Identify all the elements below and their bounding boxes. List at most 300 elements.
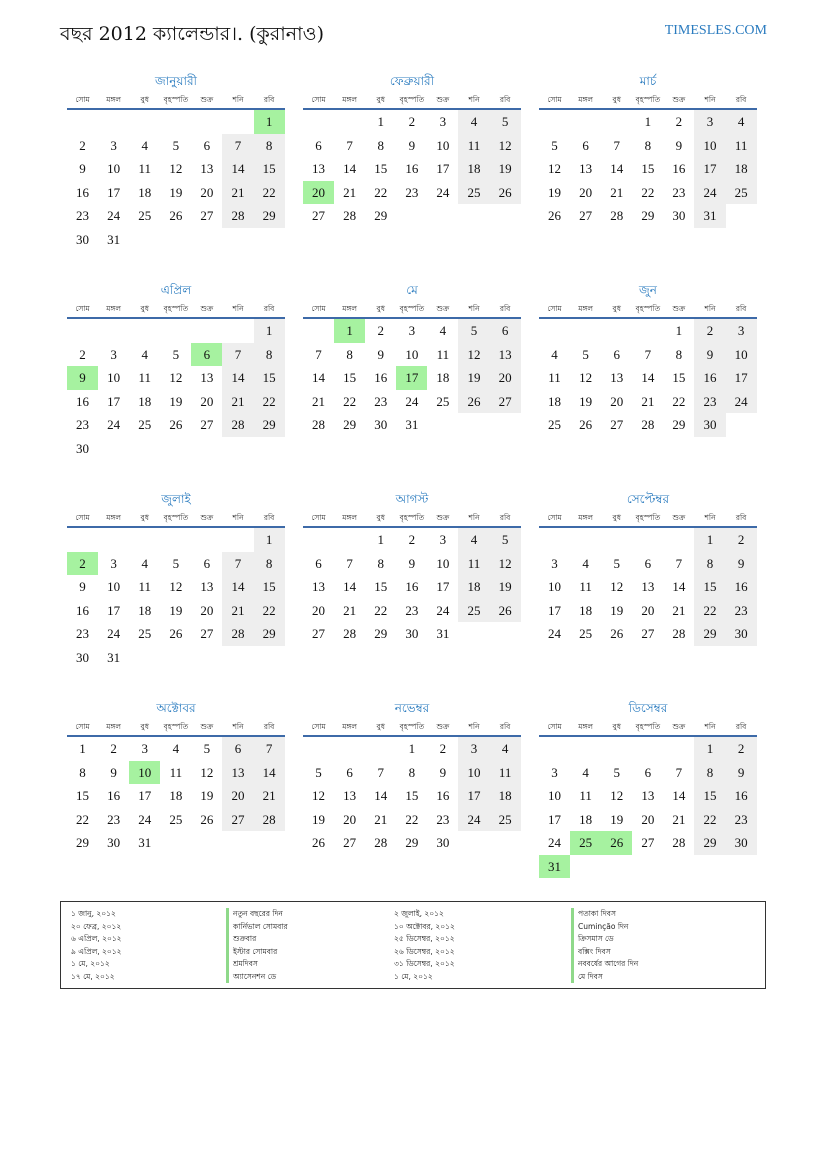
day-cell: 3 xyxy=(439,114,447,129)
weekday-label: সোম xyxy=(547,722,562,731)
day-cell: 1 xyxy=(644,114,652,129)
empty-cell xyxy=(601,737,632,761)
day-cell: 23 xyxy=(76,626,90,641)
day-cell: 30 xyxy=(374,417,388,432)
empty-cell xyxy=(191,528,222,552)
day-cell: 17 xyxy=(436,161,450,176)
day-cell: 19 xyxy=(169,184,183,200)
holiday-name: শ্রমদিবস xyxy=(226,958,288,971)
weekday-label: বুধ xyxy=(612,722,621,731)
month-days xyxy=(539,737,757,878)
day-cell: 8 xyxy=(254,343,285,367)
day-cell: 25 xyxy=(548,417,562,432)
day-cell: 23 xyxy=(436,811,450,827)
day-cell: 27 xyxy=(579,208,593,223)
day-cell: 21 xyxy=(254,784,285,808)
day-cell: 12 xyxy=(458,343,489,367)
day-cell: 13 xyxy=(490,343,521,367)
day-cell: 3 xyxy=(110,346,117,362)
month-name: মার্চ xyxy=(639,74,657,88)
day-cell: 4 xyxy=(551,346,558,362)
day-cell: 8 xyxy=(79,764,86,780)
empty-cell xyxy=(663,737,694,761)
weekday-header xyxy=(539,299,757,319)
day-cell: 25 xyxy=(458,599,489,623)
day-cell: 18 xyxy=(138,184,152,200)
holiday-name: Cuminção দিন xyxy=(571,921,638,934)
day-cell: 21 xyxy=(641,393,655,409)
day-cell: 25 xyxy=(138,208,152,223)
day-cell: 20 xyxy=(490,366,521,390)
day-cell: 12 xyxy=(169,370,183,385)
day-cell: 18 xyxy=(458,575,489,599)
weekday-label: মঙ্গল xyxy=(578,513,593,522)
day-cell: 19 xyxy=(579,393,593,409)
month-days xyxy=(67,737,285,855)
day-cell: 7 xyxy=(315,346,322,362)
day-cell: 30 xyxy=(76,440,90,456)
weekday-label: শুক্র xyxy=(436,722,450,731)
day-cell: 21 xyxy=(610,184,624,200)
day-cell: 10 xyxy=(436,555,450,571)
holiday-date: ২০ ফেব্র, ২০১২ xyxy=(71,921,122,931)
day-cell: 31 xyxy=(107,231,121,247)
day-cell: 7 xyxy=(346,137,353,153)
weekday-label: বুধ xyxy=(140,95,149,104)
weekday-label: রবি xyxy=(499,513,511,522)
day-cell: 22 xyxy=(374,184,388,200)
empty-cell xyxy=(129,319,160,343)
day-cell: 22 xyxy=(254,599,285,623)
weekday-label: বুধ xyxy=(612,304,621,313)
day-cell: 2 xyxy=(675,114,683,129)
brand-link[interactable]: TIMESLES.COM xyxy=(664,23,767,38)
day-cell: 4 xyxy=(458,110,489,134)
holiday-name: কার্নিভাল সোমবার xyxy=(226,921,288,934)
holiday-name: ক্রিসমাস ডে xyxy=(571,933,638,946)
day-cell: 14 xyxy=(641,370,655,385)
empty-cell xyxy=(601,319,632,343)
empty-cell xyxy=(303,528,334,552)
month-block xyxy=(67,699,285,855)
day-cell: 6 xyxy=(315,555,322,571)
weekday-label: বৃহস্পতি xyxy=(635,722,661,731)
day-cell: 2 xyxy=(408,114,416,129)
day-cell: 24 xyxy=(726,390,757,414)
day-cell: 19 xyxy=(169,393,183,409)
day-cell: 27 xyxy=(641,835,655,850)
day-cell: 23 xyxy=(107,811,121,827)
day-cell: 4 xyxy=(726,110,757,134)
day-cell: 28 xyxy=(610,208,624,223)
day-cell: 13 xyxy=(312,579,326,594)
weekday-header xyxy=(67,508,285,528)
holiday-day-cell: 1 xyxy=(334,319,365,343)
day-cell: 24 xyxy=(107,417,121,432)
day-cell: 25 xyxy=(436,393,450,409)
day-cell: 14 xyxy=(312,370,326,385)
day-cell: 24 xyxy=(138,811,152,827)
weekday-label: মঙ্গল xyxy=(342,722,357,731)
day-cell: 27 xyxy=(200,208,214,223)
month-block xyxy=(303,281,521,437)
day-cell: 21 xyxy=(672,811,686,827)
day-cell: 10 xyxy=(548,579,562,594)
day-cell: 11 xyxy=(138,579,151,594)
day-cell: 11 xyxy=(138,161,151,176)
weekday-header xyxy=(539,508,757,528)
day-cell: 19 xyxy=(610,811,624,827)
day-cell: 1 xyxy=(254,528,285,552)
day-cell: 30 xyxy=(694,413,725,437)
empty-cell xyxy=(539,110,570,134)
weekday-label: রবি xyxy=(499,304,511,313)
weekday-label: রবি xyxy=(263,304,275,313)
day-cell: 2 xyxy=(377,323,384,338)
holiday-name: বক্সিং দিবস xyxy=(571,946,638,959)
holiday-date: ২৬ ডিসেম্বর, ২০১২ xyxy=(394,946,455,956)
empty-cell xyxy=(160,110,191,134)
empty-cell xyxy=(191,319,222,343)
day-cell: 26 xyxy=(200,811,214,827)
weekday-label: বুধ xyxy=(140,722,149,731)
weekday-label: রবি xyxy=(499,95,511,104)
weekday-label: মঙ্গল xyxy=(106,95,121,104)
weekday-label: সোম xyxy=(311,304,326,313)
holiday-date: ১ জানু, ২০১২ xyxy=(71,909,116,918)
day-cell: 28 xyxy=(222,204,253,228)
day-cell: 15 xyxy=(374,579,388,594)
day-cell: 15 xyxy=(76,788,90,803)
day-cell: 22 xyxy=(254,390,285,414)
weekday-label: বৃহস্পতি xyxy=(163,304,189,313)
day-cell: 27 xyxy=(200,626,214,641)
day-cell: 5 xyxy=(613,764,620,780)
day-cell: 5 xyxy=(172,555,180,571)
weekday-label: শনি xyxy=(468,304,480,313)
day-cell: 23 xyxy=(694,390,725,414)
day-cell: 14 xyxy=(343,161,357,176)
day-cell: 30 xyxy=(76,649,90,665)
month-name: এপ্রিল xyxy=(160,283,192,297)
day-cell: 7 xyxy=(254,737,285,761)
weekday-label: শুক্র xyxy=(672,95,686,104)
day-cell: 13 xyxy=(312,161,326,176)
day-cell: 20 xyxy=(343,811,357,827)
month-days xyxy=(303,737,521,855)
day-cell: 27 xyxy=(312,208,326,223)
day-cell: 12 xyxy=(548,161,562,176)
day-cell: 9 xyxy=(675,137,683,153)
empty-cell xyxy=(160,319,191,343)
day-cell: 18 xyxy=(579,602,593,618)
day-cell: 1 xyxy=(694,528,725,552)
day-cell: 6 xyxy=(582,137,589,153)
month-block xyxy=(303,72,521,228)
empty-cell xyxy=(539,319,570,343)
day-cell: 25 xyxy=(726,181,757,205)
day-cell: 17 xyxy=(548,811,562,827)
month-name: আগস্ট xyxy=(395,492,429,506)
day-cell: 18 xyxy=(138,602,152,618)
day-cell: 11 xyxy=(579,788,592,803)
day-cell: 29 xyxy=(672,417,686,432)
day-cell: 16 xyxy=(436,788,450,803)
weekday-label: মঙ্গল xyxy=(342,513,357,522)
empty-cell xyxy=(98,319,129,343)
weekday-header xyxy=(303,90,521,110)
day-cell: 20 xyxy=(641,602,655,618)
empty-cell xyxy=(303,737,334,761)
day-cell: 15 xyxy=(694,784,725,808)
day-cell: 18 xyxy=(436,370,450,385)
empty-cell xyxy=(601,110,632,134)
day-cell: 11 xyxy=(490,761,521,785)
day-cell: 10 xyxy=(405,346,419,362)
day-cell: 29 xyxy=(254,413,285,437)
weekday-label: বুধ xyxy=(376,304,385,313)
empty-cell xyxy=(632,319,663,343)
weekday-label: শুক্র xyxy=(436,304,450,313)
holiday-name: নতুন বছরের দিন xyxy=(226,908,288,921)
day-cell: 28 xyxy=(672,835,686,850)
holiday-name: শুক্রবার xyxy=(226,933,288,946)
day-cell: 18 xyxy=(458,157,489,181)
day-cell: 8 xyxy=(346,346,353,362)
day-cell: 10 xyxy=(458,761,489,785)
holiday-day-cell: 26 xyxy=(601,831,632,855)
month-block xyxy=(539,699,757,878)
day-cell: 6 xyxy=(644,764,652,780)
day-cell: 7 xyxy=(222,343,253,367)
weekday-label: শনি xyxy=(232,304,244,313)
day-cell: 4 xyxy=(141,555,148,571)
day-cell: 15 xyxy=(254,366,285,390)
day-cell: 10 xyxy=(694,134,725,158)
weekday-label: রবি xyxy=(499,722,511,731)
weekday-label: বুধ xyxy=(612,513,621,522)
day-cell: 12 xyxy=(490,552,521,576)
day-cell: 28 xyxy=(343,208,357,223)
day-cell: 23 xyxy=(672,184,686,200)
weekday-label: শনি xyxy=(704,304,716,313)
month-days xyxy=(539,528,757,646)
day-cell: 15 xyxy=(405,788,419,803)
day-cell: 12 xyxy=(200,764,214,780)
day-cell: 23 xyxy=(726,599,757,623)
day-cell: 10 xyxy=(107,579,121,594)
weekday-label: বুধ xyxy=(612,95,621,104)
month-days xyxy=(303,110,521,228)
day-cell: 26 xyxy=(169,626,183,641)
day-cell: 13 xyxy=(222,761,253,785)
day-cell: 28 xyxy=(222,413,253,437)
day-cell: 31 xyxy=(405,417,419,432)
day-cell: 16 xyxy=(405,579,419,594)
weekday-label: মঙ্গল xyxy=(342,95,357,104)
day-cell: 13 xyxy=(200,370,214,385)
day-cell: 12 xyxy=(610,579,624,594)
weekday-label: শুক্র xyxy=(200,95,214,104)
day-cell: 5 xyxy=(172,137,180,153)
weekday-label: মঙ্গল xyxy=(106,722,121,731)
weekday-label: শুক্র xyxy=(436,513,450,522)
empty-cell xyxy=(67,528,98,552)
day-cell: 15 xyxy=(694,575,725,599)
month-block xyxy=(67,72,285,251)
day-cell: 26 xyxy=(610,626,624,641)
day-cell: 24 xyxy=(548,835,562,850)
holiday-name: মে দিবস xyxy=(571,971,638,984)
day-cell: 14 xyxy=(374,788,388,803)
holiday-names-left xyxy=(226,908,288,983)
day-cell: 17 xyxy=(694,157,725,181)
holiday-dates-left xyxy=(71,908,122,983)
day-cell: 3 xyxy=(110,555,117,571)
day-cell: 15 xyxy=(254,575,285,599)
empty-cell xyxy=(334,528,365,552)
empty-cell xyxy=(601,528,632,552)
day-cell: 3 xyxy=(110,137,117,153)
month-name: জুন xyxy=(639,283,657,297)
weekday-label: বুধ xyxy=(376,513,385,522)
month-days xyxy=(539,110,757,228)
day-cell: 11 xyxy=(579,579,592,594)
weekday-label: সোম xyxy=(311,513,326,522)
weekday-label: সোম xyxy=(311,95,326,104)
day-cell: 26 xyxy=(490,181,521,205)
holiday-date: ৬ এপ্রিল, ২০১২ xyxy=(71,934,122,943)
day-cell: 14 xyxy=(672,579,686,594)
day-cell: 8 xyxy=(254,552,285,576)
day-cell: 26 xyxy=(169,417,183,432)
day-cell: 10 xyxy=(726,343,757,367)
day-cell: 26 xyxy=(579,417,593,432)
day-cell: 26 xyxy=(548,208,562,223)
day-cell: 14 xyxy=(222,366,253,390)
day-cell: 29 xyxy=(405,835,419,850)
day-cell: 29 xyxy=(343,417,357,432)
day-cell: 7 xyxy=(222,134,253,158)
day-cell: 17 xyxy=(726,366,757,390)
day-cell: 1 xyxy=(694,737,725,761)
holiday-names-right xyxy=(571,908,638,983)
day-cell: 29 xyxy=(694,622,725,646)
day-cell: 13 xyxy=(343,788,357,803)
holiday-day-cell: 1 xyxy=(254,110,285,134)
day-cell: 4 xyxy=(458,528,489,552)
weekday-header xyxy=(303,508,521,528)
weekday-label: শুক্র xyxy=(200,304,214,313)
day-cell: 19 xyxy=(312,811,326,827)
holiday-name: নববর্ষের আগের দিন xyxy=(571,958,638,971)
weekday-label: সোম xyxy=(547,95,562,104)
day-cell: 9 xyxy=(439,764,447,780)
day-cell: 14 xyxy=(254,761,285,785)
day-cell: 30 xyxy=(76,231,90,247)
holiday-day-cell: 31 xyxy=(539,855,570,879)
day-cell: 10 xyxy=(107,370,121,385)
day-cell: 30 xyxy=(436,835,450,850)
day-cell: 16 xyxy=(76,602,90,618)
month-name: জুলাই xyxy=(161,492,191,506)
holiday-date: ১ মে, ২০১২ xyxy=(71,959,110,968)
day-cell: 12 xyxy=(490,134,521,158)
weekday-label: শনি xyxy=(468,722,480,731)
weekday-label: রবি xyxy=(263,95,275,104)
day-cell: 17 xyxy=(548,602,562,618)
day-cell: 17 xyxy=(458,784,489,808)
weekday-label: সোম xyxy=(547,304,562,313)
holiday-date: ১০ অক্টোবর, ২০১২ xyxy=(394,921,455,931)
day-cell: 19 xyxy=(490,575,521,599)
day-cell: 7 xyxy=(675,764,683,780)
month-days xyxy=(67,319,285,460)
day-cell: 1 xyxy=(408,741,416,756)
weekday-label: বৃহস্পতি xyxy=(399,513,425,522)
day-cell: 20 xyxy=(200,184,214,200)
holiday-list xyxy=(60,901,766,989)
day-cell: 31 xyxy=(694,204,725,228)
day-cell: 19 xyxy=(169,602,183,618)
day-cell: 2 xyxy=(726,528,757,552)
weekday-label: বৃহস্পতি xyxy=(635,304,661,313)
weekday-label: মঙ্গল xyxy=(578,722,593,731)
day-cell: 9 xyxy=(694,343,725,367)
day-cell: 13 xyxy=(200,161,214,176)
holiday-day-cell: 25 xyxy=(570,831,601,855)
weekday-label: সোম xyxy=(311,722,326,731)
day-cell: 20 xyxy=(312,602,326,618)
day-cell: 8 xyxy=(675,346,683,362)
day-cell: 27 xyxy=(610,417,624,432)
weekday-label: বুধ xyxy=(376,722,385,731)
day-cell: 3 xyxy=(141,741,148,756)
month-name: নভেম্বর xyxy=(394,701,430,715)
page-title: বছর 2012 ক্যালেন্ডার।. (কুরানাও) xyxy=(60,23,324,45)
day-cell: 2 xyxy=(79,346,86,362)
day-cell: 24 xyxy=(405,393,419,409)
weekday-label: সোম xyxy=(547,513,562,522)
day-cell: 21 xyxy=(222,599,253,623)
day-cell: 29 xyxy=(374,626,388,641)
weekday-label: শনি xyxy=(704,95,716,104)
month-days xyxy=(67,528,285,669)
weekday-label: মঙ্গল xyxy=(342,304,357,313)
day-cell: 27 xyxy=(343,835,357,850)
day-cell: 31 xyxy=(436,626,450,641)
day-cell: 7 xyxy=(675,555,683,571)
day-cell: 23 xyxy=(405,184,419,200)
day-cell: 23 xyxy=(76,417,90,432)
day-cell: 25 xyxy=(169,811,183,827)
day-cell: 24 xyxy=(694,181,725,205)
empty-cell xyxy=(632,737,663,761)
day-cell: 4 xyxy=(582,764,589,780)
weekday-label: বুধ xyxy=(376,95,385,104)
day-cell: 21 xyxy=(222,181,253,205)
weekday-label: রবি xyxy=(735,95,747,104)
day-cell: 17 xyxy=(436,579,450,594)
day-cell: 18 xyxy=(169,788,183,803)
day-cell: 3 xyxy=(694,110,725,134)
day-cell: 12 xyxy=(169,579,183,594)
weekday-label: শুক্র xyxy=(672,513,686,522)
weekday-label: রবি xyxy=(735,722,747,731)
day-cell: 14 xyxy=(610,161,624,176)
weekday-label: রবি xyxy=(735,513,747,522)
day-cell: 28 xyxy=(641,417,655,432)
